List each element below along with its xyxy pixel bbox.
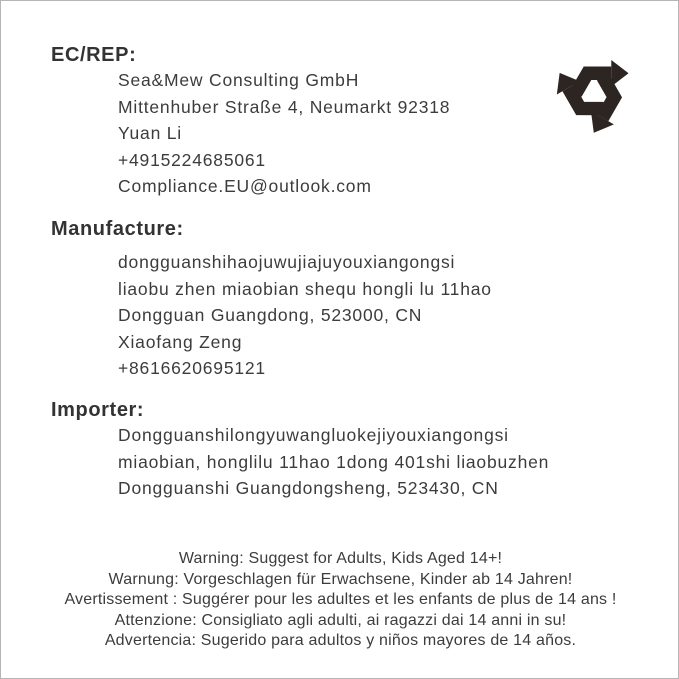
address-line: Dongguanshilongyuwangluokejiyouxiangongsi (118, 425, 509, 445)
address-line: +8616620695121 (118, 358, 266, 378)
importer-heading: Importer: (51, 399, 145, 421)
ecrep-heading: EC/REP: (51, 44, 137, 66)
address-line: Dongguan Guangdong, 523000, CN (118, 305, 423, 325)
warning-line-french: Avertissement : Suggérer pour les adultes et les enfants de plus de 14 ans ! (64, 591, 617, 609)
address-line: Mittenhuber Straße 4, Neumarkt 92318 (118, 96, 451, 117)
warnings-block (1, 549, 679, 652)
address-line: dongguanshihaojuwujiajuyouxiangongsi (118, 252, 456, 272)
address-line: Yuan Li (118, 123, 182, 143)
address-line: Dongguanshi Guangdongsheng, 523430, CN (118, 478, 499, 498)
recycle-icon (540, 39, 648, 147)
warning-line-english: Warning: Suggest for Adults, Kids Aged 14+! (178, 550, 503, 567)
manufacture-address-block (118, 249, 492, 382)
address-line: Sea&Mew Consulting GmbH (118, 70, 360, 90)
warning-line-italian: Attenzione: Consigliato agli adulti, ai ragazzi dai 14 anni in su! (114, 611, 567, 629)
address-line: liaobu zhen miaobian shequ hongli lu 11hao (118, 278, 492, 299)
manufacture-heading: Manufacture: (51, 218, 184, 240)
address-line: miaobian, honglilu 11hao 1dong 401shi liaobuzhen (118, 451, 550, 472)
warning-line-german: Warnung: Vorgeschlagen für Erwachsene, Kinder ab 14 Jahren! (108, 570, 573, 588)
address-line: Compliance.EU@outlook.com (118, 176, 372, 196)
address-line: +4915224685061 (118, 149, 266, 170)
importer-address-block (118, 422, 549, 502)
ecrep-address-block (118, 67, 450, 200)
warning-line-spanish: Advertencia: Sugerido para adultos y niños mayores de 14 años. (104, 632, 577, 650)
address-line: Xiaofang Zeng (118, 331, 243, 352)
